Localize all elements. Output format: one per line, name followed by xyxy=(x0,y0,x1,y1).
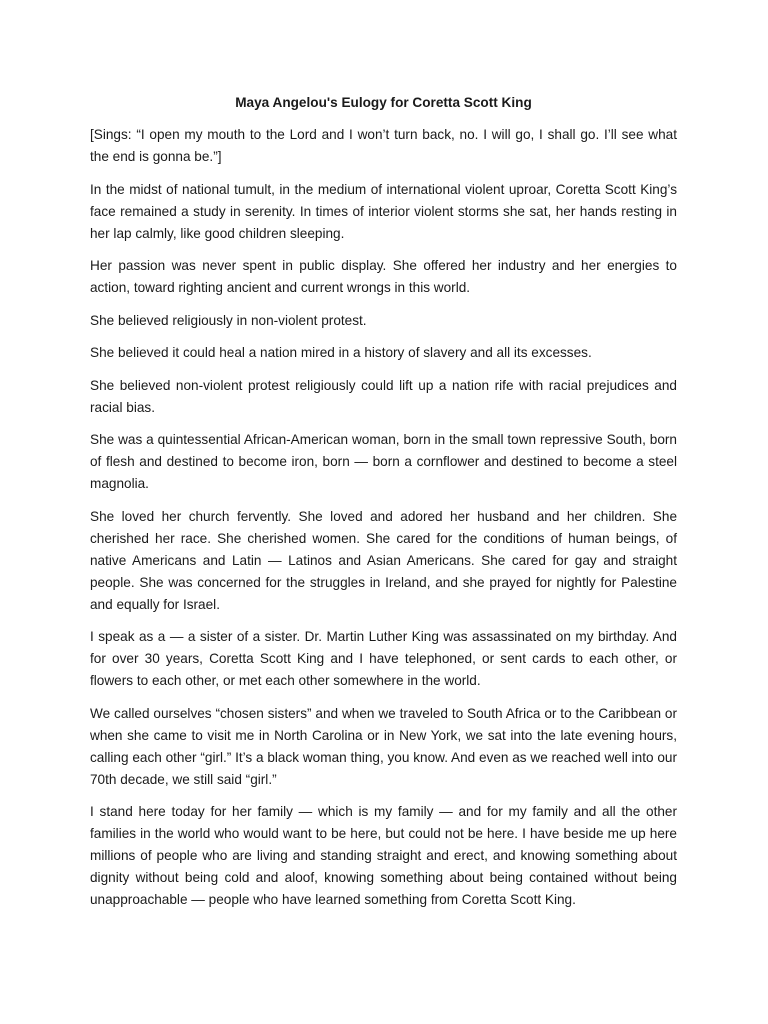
paragraph-sung-lyrics: [Sings: “I open my mouth to the Lord and I won’t turn back, no. I will go, I shall go. I’ll see what the end is gonna be.”] xyxy=(90,127,677,164)
document-title: Maya Angelou's Eulogy for Coretta Scott King xyxy=(235,95,532,110)
paragraph-heal-nation: She believed it could heal a nation mired in a history of slavery and all its excesses. xyxy=(90,345,592,360)
paragraph-lift-nation: She believed non-violent protest religiously could lift up a nation rife with racial prejudices and racial bias. xyxy=(90,377,677,415)
paragraph-nonviolent-protest: She believed religiously in non-violent protest. xyxy=(90,312,367,328)
paragraph-loved-church: She loved her church fervently. She loved and adored her husband and her children. She cherished her race. She cherished women. She cared for the conditions of human beings, of native Americans and Latin — Latinos and Asian Americans. She cared for gay and straight people. She was concerned for the struggles in Ireland, and she prayed for nightly for Palestine and equally for Israel. xyxy=(90,508,677,612)
paragraph-serenity: In the midst of national tumult, in the medium of international violent uproar, Coretta Scott King’s face remained a study in serenity. In times of interior violent storms she sat, her hands resting in her lap calmly, like good children sleeping. xyxy=(90,181,677,241)
paragraph-sister: I speak as a — a sister of a sister. Dr. Martin Luther King was assassinated on my birthday. And for over 30 years, Coretta Scott King and I have telephoned, or sent cards to each other, or flowers to each other, or met each other somewhere in the world. xyxy=(90,629,677,688)
paragraph-quintessential-woman: She was a quintessential African-American woman, born in the small town repressive South, born of flesh and destined to become iron, born — born a cornflower and destined to become a steel magnolia. xyxy=(90,432,677,491)
paragraph-passion: Her passion was never spent in public display. She offered her industry and her energies to action, toward righting ancient and current wrongs in this world. xyxy=(90,258,677,295)
paragraph-chosen-sisters: We called ourselves “chosen sisters” and when we traveled to South Africa or to the Caribbean or when she came to visit me in North Carolina or in New York, we sat into the late evening hours, calling each other “girl.” It’s a black woman thing, you know. And even as we reached well into our 70th decade, we still said “girl.” xyxy=(90,705,677,787)
paragraph-family: I stand here today for her family — which is my family — and for my family and all the other families in the world who would want to be here, but could not be here. I have beside me up here millions of people who are living and standing straight and erect, and knowing something about dignity without being cold and aloof, knowing something about being contained without being unapproachable — people who have learned something from Coretta Scott King. xyxy=(90,804,677,907)
document-page xyxy=(90,92,677,922)
